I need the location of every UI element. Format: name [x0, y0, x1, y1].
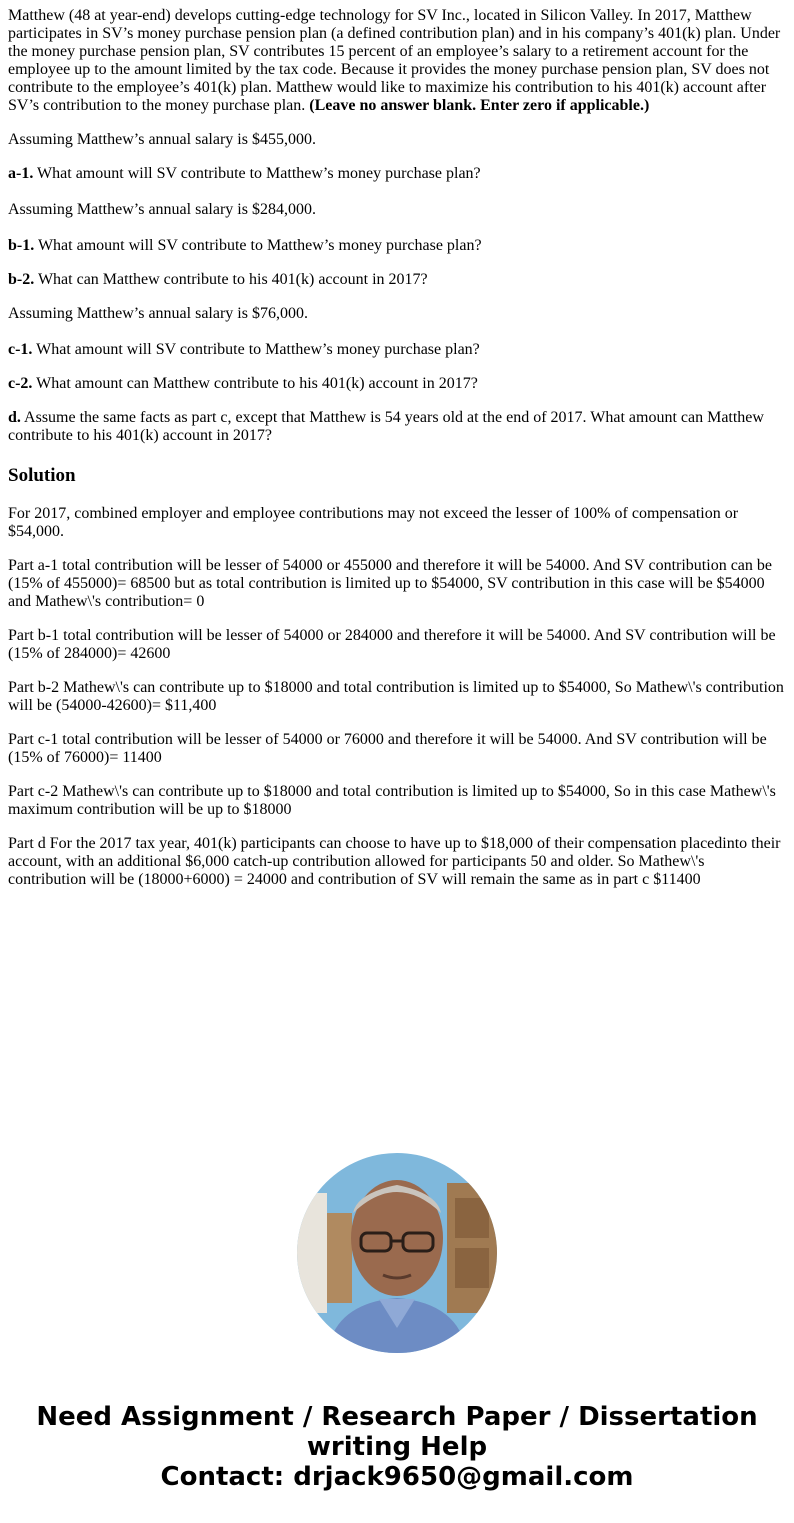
salary-assumption-a: Assuming Matthew’s annual salary is $455,000. [8, 131, 316, 148]
question-c1-label: c-1. [8, 341, 33, 358]
question-b1 [8, 237, 786, 255]
question-b2-text: What can Matthew contribute to his 401(k) account in 2017? [37, 271, 428, 288]
question-b2 [8, 271, 786, 289]
question-d-label: d. [8, 409, 21, 426]
salary-assumption-b: Assuming Matthew’s annual salary is $284,000. [8, 201, 316, 218]
avatar [297, 1153, 497, 1353]
question-c1 [8, 341, 786, 359]
solution-paragraph: For 2017, combined employer and employee contributions may not exceed the lesser of 100% of compensation or $54,000. [8, 505, 739, 540]
question-b1-label: b-1. [8, 237, 35, 254]
intro-text: Matthew (48 at year-end) develops cutting-edge technology for SV Inc., located in Silicon Valley. In 2017, Matthew participates in SV’s money purchase pension plan (a defined contribution plan) and in his company’s 401(k) plan. Under the money purchase pension plan, SV contributes 15 percent of an employee’s salary to a retirement account for the employee up to the amount limited by the tax code. Because it provides the money purchase pension plan, SV does not contribute to the employee’s 401(k) plan. Matthew would like to maximize his contribution to his 401(k) account after SV’s contribution to the money purchase plan. [8, 7, 781, 114]
solution-paragraph: Part c-1 total contribution will be lesser of 54000 or 76000 and therefore it will be 54000. And SV contribution will be (15% of 76000)= 11400 [8, 731, 767, 766]
document-body [8, 7, 786, 905]
question-d-text: Assume the same facts as part c, except that Matthew is 54 years old at the end of 2017. What amount can Matthew contribute to his 401(k) account in 2017? [8, 409, 764, 444]
intro-instruction: (Leave no answer blank. Enter zero if applicable.) [309, 97, 650, 114]
footer-contact: Contact: drjack9650@gmail.com [160, 1462, 634, 1492]
solution-paragraph: Part b-2 Mathew\'s can contribute up to $18000 and total contribution is limited up to $54000, So Mathew\'s contribution will be (54000-42600)= $11,400 [8, 679, 784, 714]
question-a1-text: What amount will SV contribute to Matthew’s money purchase plan? [37, 165, 481, 182]
question-c2-label: c-2. [8, 375, 33, 392]
question-c1-text: What amount will SV contribute to Matthew’s money purchase plan? [36, 341, 480, 358]
question-b2-label: b-2. [8, 271, 35, 288]
question-a1-label: a-1. [8, 165, 34, 182]
footer-line-1: Need Assignment / Research Paper / Dissertation [36, 1402, 758, 1432]
solution-paragraph: Part b-1 total contribution will be lesser of 54000 or 284000 and therefore it will be 54000. And SV contribution will be (15% of 284000)= 42600 [8, 627, 776, 662]
question-d [8, 409, 786, 445]
question-c2-text: What amount can Matthew contribute to his 401(k) account in 2017? [36, 375, 478, 392]
question-b1-text: What amount will SV contribute to Matthew’s money purchase plan? [37, 237, 482, 254]
solution-heading: Solution [8, 465, 76, 486]
solution-paragraph: Part d For the 2017 tax year, 401(k) participants can choose to have up to $18,000 of their compensation placedinto their account, with an additional $6,000 catch-up contribution allowed for participants 50 and older. So Mathew\'s contribution will be (18000+6000) = 24000 and contribution of SV will remain the same as in part c $11400 [8, 835, 781, 888]
contact-footer [0, 1402, 794, 1492]
question-c2 [8, 375, 786, 393]
salary-assumption-c: Assuming Matthew’s annual salary is $76,000. [8, 305, 308, 322]
solution-paragraph: Part a-1 total contribution will be lesser of 54000 or 455000 and therefore it will be 54000. And SV contribution can be (15% of 455000)= 68500 but as total contribution is limited up to $54000, SV contribution in this case will be $54000 and Mathew\'s contribution= 0 [8, 557, 772, 610]
question-a1 [8, 165, 786, 183]
question-intro [8, 7, 786, 115]
solution-paragraph: Part c-2 Mathew\'s can contribute up to $18000 and total contribution is limited up to $54000, So in this case Mathew\'s maximum contribution will be up to $18000 [8, 783, 776, 818]
avatar-portrait [297, 1153, 497, 1353]
footer-line-2: writing Help [306, 1432, 488, 1462]
